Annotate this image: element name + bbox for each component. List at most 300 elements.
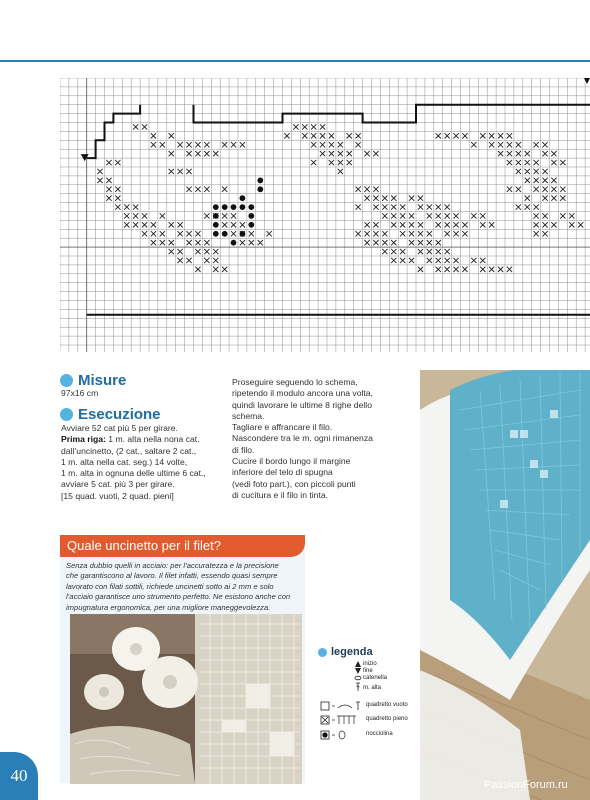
chart-filled-cell [436, 267, 441, 272]
chart-bobble-cell [240, 231, 246, 237]
chart-bobble-cell [248, 204, 254, 210]
chart-filled-cell [427, 240, 432, 245]
chart-bobble-cell [240, 195, 246, 201]
legend-title-text: legenda [331, 646, 373, 658]
chart-filled-cell [329, 142, 334, 147]
chart-filled-cell [560, 213, 565, 218]
filet-chart [60, 78, 590, 352]
bobble-icon [320, 729, 364, 741]
chart-filled-cell [133, 204, 138, 209]
chart-filled-cell [178, 249, 183, 254]
chart-filled-cell [151, 222, 156, 227]
chart-filled-cell [356, 231, 361, 236]
chart-filled-cell [400, 249, 405, 254]
legend-label-chain: catenella [363, 675, 388, 681]
chart-filled-cell [204, 213, 209, 218]
chart-filled-cell [391, 258, 396, 263]
chart-filled-cell [142, 124, 147, 129]
chart-bobble-cell [222, 204, 228, 210]
legend-label-empty-square: quadretto vuoto [366, 702, 408, 708]
chart-filled-cell [178, 142, 183, 147]
chart-filled-cell [400, 204, 405, 209]
chart-filled-cell [249, 240, 254, 245]
legend-label-end: fine [363, 668, 373, 674]
chart-filled-cell [427, 213, 432, 218]
chart-filled-cell [436, 258, 441, 263]
chart-filled-cell [542, 142, 547, 147]
chart-filled-cell [133, 213, 138, 218]
execution-line [61, 457, 231, 468]
chart-filled-cell [97, 178, 102, 183]
watermark: PassionForum.ru [484, 779, 568, 791]
legend-title [318, 646, 373, 658]
execution-line-text: 1 m. alta nella cat. seg.) 14 volte, [61, 456, 188, 467]
tip-box-title: Quale uncinetto per il filet? [60, 535, 305, 557]
chart-filled-cell [373, 187, 378, 192]
chart-filled-cell [516, 169, 521, 174]
filled-square-icon [320, 714, 364, 726]
chart-filled-cell [480, 133, 485, 138]
chart-filled-cell [320, 124, 325, 129]
chart-filled-cell [258, 240, 263, 245]
chart-filled-cell [195, 231, 200, 236]
chart-filled-cell [516, 204, 521, 209]
chart-filled-cell [498, 133, 503, 138]
tip-box-text [66, 561, 301, 613]
legend-label-filled-square: quadretto pieno [366, 716, 408, 722]
chart-filled-cell [115, 196, 120, 201]
chart-filled-cell [560, 160, 565, 165]
execution-continued-line: Proseguire seguendo lo schema, [232, 377, 358, 387]
chart-filled-cell [498, 142, 503, 147]
chart-filled-cell [534, 169, 539, 174]
execution-continued-line: schema. [232, 410, 265, 421]
chart-filled-cell [462, 231, 467, 236]
execution-line [61, 446, 231, 457]
legend-label-double-crochet: m. alta [363, 685, 382, 691]
chart-filled-cell [480, 267, 485, 272]
double-crochet-icon [354, 682, 362, 692]
chart-filled-cell [525, 178, 530, 183]
chart-filled-cell [231, 231, 236, 236]
chart-filled-cell [329, 133, 334, 138]
chart-filled-cell [445, 231, 450, 236]
thread-lace-photo [70, 614, 302, 784]
chart-filled-cell [489, 142, 494, 147]
chart-filled-cell [364, 231, 369, 236]
chart-grid [60, 78, 590, 352]
chart-bobble-cell [240, 204, 246, 210]
chart-filled-cell [534, 213, 539, 218]
chart-filled-cell [169, 249, 174, 254]
chart-filled-cell [222, 267, 227, 272]
chart-filled-cell [186, 142, 191, 147]
tip-box-line: che garantiscono al lavoro. Il filet infatti, essendo quasi sempre [66, 571, 278, 581]
execution-continued-line: inferiore del telo di spugna [232, 467, 333, 478]
chart-section-lines [60, 78, 590, 352]
chart-bobble-cell [231, 240, 237, 246]
chart-filled-cell [551, 151, 556, 156]
chart-filled-cell [418, 249, 423, 254]
chart-bobble-cell [213, 231, 219, 237]
chart-filled-cell [195, 267, 200, 272]
page-number: 40 [0, 752, 38, 800]
towel-photo [420, 370, 590, 800]
chart-filled-cell [222, 142, 227, 147]
chart-filled-cell [391, 240, 396, 245]
chart-filled-cell [551, 178, 556, 183]
chart-filled-cell [160, 231, 165, 236]
chart-filled-cell [97, 169, 102, 174]
chart-filled-cell [178, 231, 183, 236]
chart-filled-cell [151, 240, 156, 245]
chart-bobble-cell [213, 213, 219, 219]
empty-square-icon [320, 700, 364, 712]
chart-filled-cell [436, 204, 441, 209]
chart-filled-cell [204, 187, 209, 192]
chart-filled-cell [302, 133, 307, 138]
chart-filled-cell [391, 196, 396, 201]
chart-filled-cell [542, 196, 547, 201]
chart-filled-cell [213, 267, 218, 272]
chart-filled-cell [418, 240, 423, 245]
measures-value: 97x16 cm [61, 388, 99, 398]
chart-filled-cell [525, 160, 530, 165]
execution-continued-line: di filo. [232, 444, 255, 455]
chart-bobble-cell [257, 178, 263, 184]
chart-filled-cell [427, 231, 432, 236]
chart-filled-cell [391, 222, 396, 227]
chart-filled-cell [471, 258, 476, 263]
chart-filled-cell [382, 204, 387, 209]
chart-filled-cell [186, 187, 191, 192]
chart-filled-cell [507, 267, 512, 272]
chart-filled-cell [115, 160, 120, 165]
chart-filled-cell [445, 258, 450, 263]
chart-filled-cell [311, 133, 316, 138]
chart-filled-cell [542, 213, 547, 218]
chart-filled-cell [106, 187, 111, 192]
chart-filled-cell [169, 169, 174, 174]
chart-filled-cell [445, 249, 450, 254]
legend-label-start: inizio [363, 661, 377, 667]
chart-filled-cell [338, 160, 343, 165]
chart-filled-cell [534, 222, 539, 227]
execution-line [61, 423, 231, 434]
chart-filled-cell [525, 196, 530, 201]
chart-filled-cell [160, 142, 165, 147]
chart-bobble-cell [213, 222, 219, 228]
execution-line-lead: Prima riga: [61, 434, 106, 445]
chart-filled-cell [186, 231, 191, 236]
chart-filled-cell [507, 187, 512, 192]
chart-filled-cell [204, 142, 209, 147]
chart-filled-cell [382, 240, 387, 245]
execution-line-text: avviare 5 cat. più 3 per girare. [61, 479, 175, 490]
chart-filled-cell [364, 196, 369, 201]
execution-line-text: Avviare 52 cat più 5 per girare. [61, 423, 178, 433]
chart-filled-cell [356, 142, 361, 147]
chart-filled-cell [453, 213, 458, 218]
execution-line-text: 1 m. alta nella nona cat. [105, 434, 200, 445]
chart-filled-cell [311, 142, 316, 147]
chart-filled-cell [569, 213, 574, 218]
chart-filled-cell [551, 222, 556, 227]
chart-filled-cell [338, 142, 343, 147]
chart-filled-cell [436, 133, 441, 138]
chart-filled-cell [542, 169, 547, 174]
chart-filled-cell [178, 258, 183, 263]
chart-filled-cell [427, 204, 432, 209]
execution-line-text: [15 quad. vuoti, 2 quad. pieni] [61, 490, 174, 501]
chart-filled-cell [462, 267, 467, 272]
chart-filled-cell [373, 196, 378, 201]
chart-filled-cell [418, 222, 423, 227]
execution-line [61, 434, 231, 445]
chart-filled-cell [400, 222, 405, 227]
chart-filled-cell [382, 249, 387, 254]
chart-filled-cell [320, 151, 325, 156]
chart-filled-cell [507, 142, 512, 147]
chart-filled-cell [347, 151, 352, 156]
bullet-dot-icon [60, 408, 73, 421]
execution-line [61, 491, 231, 502]
chart-filled-cell [231, 222, 236, 227]
chart-filled-cell [382, 231, 387, 236]
chart-filled-cell [400, 213, 405, 218]
execution-continued-line: Tagliare e affrancare il filo. [232, 422, 333, 433]
chart-filled-cell [195, 151, 200, 156]
chart-filled-cell [436, 240, 441, 245]
chart-filled-cell [409, 196, 414, 201]
chart-filled-cell [373, 222, 378, 227]
chart-filled-cell [453, 231, 458, 236]
chart-filled-cell [222, 187, 227, 192]
chart-filled-cell [204, 151, 209, 156]
chart-filled-cell [213, 151, 218, 156]
legend [318, 646, 428, 776]
chart-filled-cell [160, 240, 165, 245]
chart-filled-cell [498, 267, 503, 272]
chart-filled-cell [391, 213, 396, 218]
chart-filled-cell [169, 240, 174, 245]
chart-filled-cell [364, 187, 369, 192]
execution-continued-line: Nascondere tra le m. ogni rimanenza [232, 433, 373, 444]
chain-icon [354, 674, 362, 682]
chart-filled-cell [329, 160, 334, 165]
chart-filled-cell [551, 160, 556, 165]
execution-continued-line: quindi lavorare le ultime 8 righe dello [232, 399, 372, 410]
chart-filled-cell [195, 240, 200, 245]
chart-filled-cell [471, 213, 476, 218]
chart-filled-cell [195, 187, 200, 192]
chart-filled-cell [249, 231, 254, 236]
chart-filled-cell [516, 151, 521, 156]
filet-chart-svg [60, 78, 590, 352]
chart-filled-cell [480, 258, 485, 263]
chart-filled-cell [364, 240, 369, 245]
chart-filled-cell [489, 133, 494, 138]
chart-filled-cell [489, 267, 494, 272]
chart-filled-cell [106, 160, 111, 165]
chart-filled-cell [453, 133, 458, 138]
chart-filled-cell [480, 222, 485, 227]
chart-filled-cell [427, 258, 432, 263]
chart-filled-cell [106, 178, 111, 183]
chart-filled-cell [445, 204, 450, 209]
chart-filled-cell [525, 151, 530, 156]
chart-filled-cell [186, 258, 191, 263]
chart-filled-cell [507, 151, 512, 156]
chart-filled-cell [534, 187, 539, 192]
chart-filled-cell [373, 240, 378, 245]
top-rule [0, 60, 590, 62]
chart-filled-cell [338, 169, 343, 174]
chart-filled-cell [320, 133, 325, 138]
chart-filled-cell [445, 213, 450, 218]
chart-filled-cell [418, 196, 423, 201]
chart-filled-cell [542, 231, 547, 236]
chart-filled-cell [445, 222, 450, 227]
chart-filled-cell [311, 160, 316, 165]
chart-filled-cell [436, 249, 441, 254]
chart-filled-cell [534, 231, 539, 236]
chart-filled-cell [356, 133, 361, 138]
execution-continued-line: Cucire il bordo lungo il margine [232, 456, 351, 467]
execution-continued-line: ripetendo il modulo ancora una volta, [232, 388, 373, 399]
chart-filled-cell [240, 222, 245, 227]
chart-filled-cell [453, 267, 458, 272]
chart-filled-cell [151, 142, 156, 147]
chart-filled-cell [186, 169, 191, 174]
chart-bobble-cell [222, 231, 228, 237]
chart-filled-cell [436, 213, 441, 218]
chart-filled-cell [489, 222, 494, 227]
execution-line [61, 468, 231, 479]
chart-filled-cell [124, 213, 129, 218]
chart-filled-cell [169, 133, 174, 138]
chart-filled-cell [151, 231, 156, 236]
chart-filled-cell [347, 160, 352, 165]
chart-filled-cell [106, 196, 111, 201]
tip-box-line: Senza dubbio quelli in acciaio: per l’accuratezza e la precisione [66, 561, 279, 570]
chart-filled-cell [142, 231, 147, 236]
chart-filled-cell [542, 187, 547, 192]
chart-filled-cell [347, 133, 352, 138]
chart-filled-cell [178, 169, 183, 174]
chart-filled-cell [195, 249, 200, 254]
chart-filled-cell [222, 213, 227, 218]
chart-filled-cell [364, 151, 369, 156]
chart-filled-cell [409, 222, 414, 227]
chart-filled-cell [471, 142, 476, 147]
execution-title-text: Esecuzione [78, 406, 161, 423]
execution-line-text: 1 m. alta in ognuna delle ultime 6 cat., [61, 468, 206, 479]
chart-bobble-cell [257, 186, 263, 192]
chart-filled-cell [169, 222, 174, 227]
tip-box-line: lavorato con filati sottili, richiede uncinetti sotto ai 2 mm e solo [66, 581, 274, 591]
chart-filled-cell [231, 142, 236, 147]
chart-filled-cell [409, 213, 414, 218]
chart-filled-cell [124, 204, 129, 209]
chart-bobble-cell [231, 204, 237, 210]
chart-filled-cell [525, 169, 530, 174]
chart-bobble-cell [248, 213, 254, 219]
chart-filled-cell [409, 240, 414, 245]
chart-filled-cell [445, 133, 450, 138]
chart-filled-cell [462, 133, 467, 138]
chart-filled-cell [542, 151, 547, 156]
chart-filled-cell [516, 160, 521, 165]
chart-filled-cell [320, 142, 325, 147]
chart-filled-cell [186, 151, 191, 156]
bullet-dot-icon [318, 648, 327, 657]
chart-filled-cell [391, 204, 396, 209]
chart-filled-cell [569, 222, 574, 227]
chart-filled-cell [178, 222, 183, 227]
bullet-dot-icon [60, 374, 73, 387]
chart-filled-cell [391, 249, 396, 254]
chart-filled-cell [373, 204, 378, 209]
chart-filled-cell [302, 124, 307, 129]
chart-filled-cell [169, 151, 174, 156]
chart-filled-cell [204, 258, 209, 263]
chart-filled-cell [195, 142, 200, 147]
chart-filled-cell [534, 204, 539, 209]
chart-filled-cell [284, 133, 289, 138]
chart-filled-cell [507, 133, 512, 138]
chart-filled-cell [400, 258, 405, 263]
chart-filled-cell [525, 204, 530, 209]
chart-filled-cell [409, 231, 414, 236]
thread-lace-image [70, 614, 302, 784]
chart-filled-cell [445, 267, 450, 272]
chart-filled-cell [142, 222, 147, 227]
chart-filled-cell [204, 249, 209, 254]
chart-filled-cell [436, 222, 441, 227]
execution-line-text: dall’uncinetto, (2 cat., saltare 2 cat., [61, 445, 197, 456]
execution-text [61, 423, 231, 502]
tip-box-line: l’acciaio garantisce uno strumento perfetto. Ne esistono anche con [66, 592, 291, 602]
chart-filled-cell [542, 222, 547, 227]
chart-filled-cell [213, 249, 218, 254]
chart-filled-cell [356, 204, 361, 209]
chart-filled-cell [534, 160, 539, 165]
chart-filled-cell [373, 231, 378, 236]
chart-filled-cell [418, 231, 423, 236]
chart-filled-cell [409, 258, 414, 263]
chart-filled-cell [516, 187, 521, 192]
chart-filled-cell [578, 222, 583, 227]
chart-filled-cell [560, 187, 565, 192]
chart-filled-cell [124, 222, 129, 227]
chart-filled-cell [329, 151, 334, 156]
chart-filled-cell [542, 178, 547, 183]
chart-filled-cell [133, 222, 138, 227]
chart-filled-cell [338, 151, 343, 156]
chart-filled-cell [498, 151, 503, 156]
chart-filled-cell [382, 213, 387, 218]
chart-filled-cell [382, 196, 387, 201]
chart-filled-cell [453, 222, 458, 227]
legend-label-bobble: nocciolina [366, 731, 393, 737]
execution-continued-line: di cucitura e il filo in tinta. [232, 489, 329, 500]
chart-filled-cell [293, 124, 298, 129]
chart-filled-cell [364, 222, 369, 227]
chart-filled-cell [427, 249, 432, 254]
chart-filled-cell [507, 160, 512, 165]
chart-filled-cell [534, 178, 539, 183]
